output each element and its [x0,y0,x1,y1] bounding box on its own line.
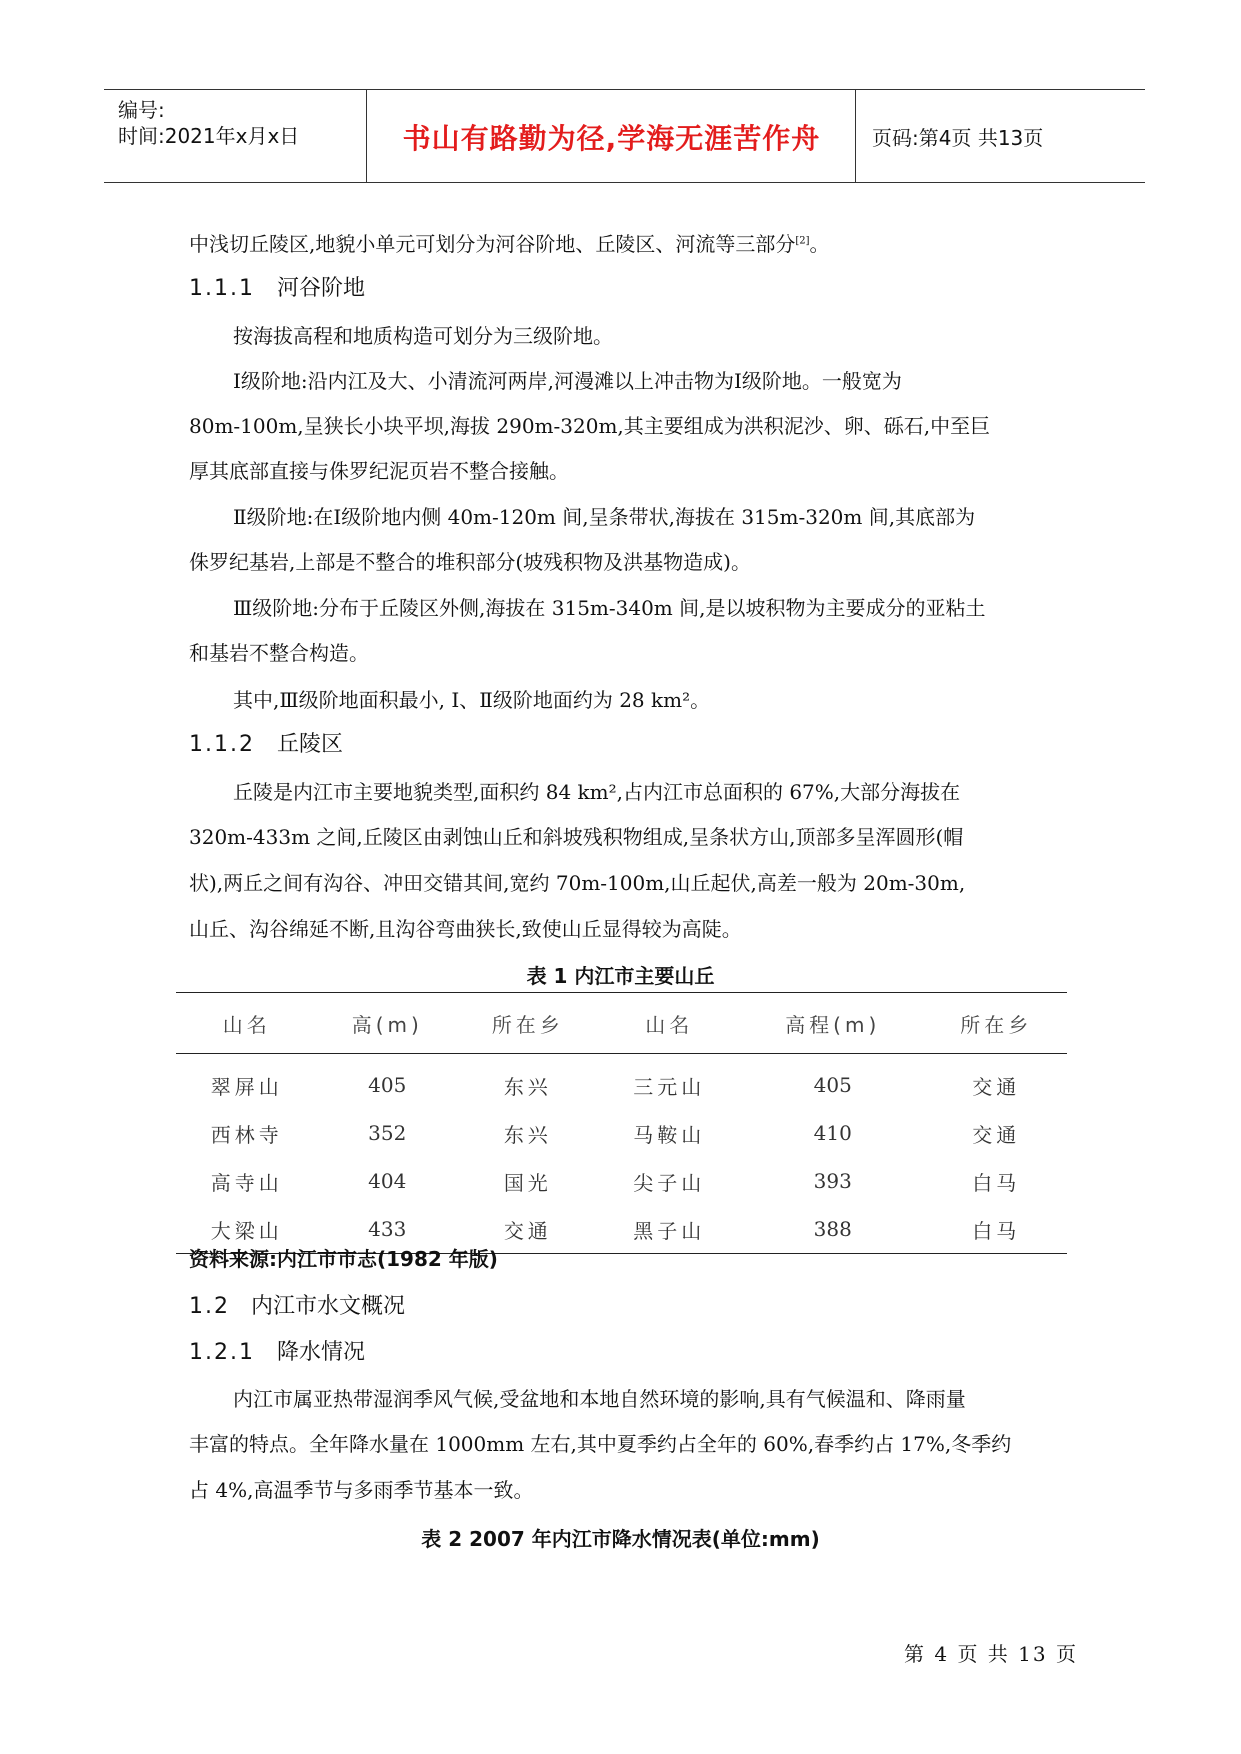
paragraph-line: 和基岩不整合构造。 [189,641,369,665]
table-cell: 410 [813,1121,852,1145]
table-cell: 尖子山 [633,1170,706,1195]
paragraph-line: Ⅲ级阶地:分布于丘陵区外侧,海拔在 315m-340m 间,是以坡积物为主要成分的亚粘土 [233,596,986,620]
paragraph-line: 中浅切丘陵区,地貌小单元可划分为河谷阶地、丘陵区、河流等三部分[2]。 [189,232,830,256]
table-cell: 高寺山 [210,1170,283,1195]
table-caption: 表 2 2007 年内江市降水情况表(单位:mm) [421,1527,820,1551]
table-cell: 405 [813,1073,852,1097]
table-cell: 翠屏山 [210,1074,283,1099]
table-cell: 大梁山 [176,1205,317,1254]
table-caption: 表 1 内江市主要山丘 [526,964,715,988]
paragraph-line: 丘陵是内江市主要地貌类型,面积约 84 km²,占内江市总面积的 67%,大部分海拔在 [233,780,961,804]
paragraph-line: Ⅱ级阶地:在Ⅰ级阶地内侧 40m-120m 间,呈条带状,海拔在 315m-320m 间,其底部为 [233,505,976,529]
table-cell: 交通 [457,1205,598,1254]
paragraph-line: 其中,Ⅲ级阶地面积最小, Ⅰ、Ⅱ级阶地面约为 28 km²。 [233,688,711,712]
table-cell: 405 [368,1073,407,1097]
page-footer: 第 4 页 共 13 页 [904,1642,1078,1666]
table-cell: 国光 [503,1170,552,1195]
table-cell: 马鞍山 [633,1122,706,1147]
paragraph-line: 丰富的特点。全年降水量在 1000mm 左右,其中夏季约占全年的 60%,春季约占 17%,冬季约 [189,1432,1012,1456]
header-page-cell [857,90,1145,182]
col-header: 高(m) [317,993,457,1054]
paragraph-line: 状),两丘之间有沟谷、冲田交错其间,宽约 70m-100m,山丘起伏,高差一般为 20m-30m, [189,871,966,895]
table-cell: 西林寺 [210,1122,283,1147]
page-header [104,89,1145,183]
table-cell: 352 [368,1121,407,1145]
header-page-number: 页码:第4页 共13页 [872,126,1044,150]
col-header: 山名 [599,993,740,1054]
table-header-row [176,993,1067,1054]
table-cell: 393 [813,1169,852,1193]
table-cell: 404 [368,1169,407,1193]
paragraph-line: 侏罗纪基岩,上部是不整合的堆积部分(坡残积物及洪基物造成)。 [189,550,751,574]
header-meta-cell [104,90,367,182]
table-cell: 交通 [972,1122,1021,1147]
table-cell: 白马 [972,1170,1021,1195]
table-row [176,1157,1067,1205]
mountains-table [176,992,1067,1254]
paragraph-line: 山丘、沟谷绵延不断,且沟谷弯曲狭长,致使山丘显得较为高陡。 [189,917,742,941]
table-row [176,1054,1067,1110]
paragraph-line: 占 4%,高温季节与多雨季节基本一致。 [189,1478,534,1502]
paragraph-line: Ⅰ级阶地:沿内江及大、小清流河两岸,河漫滩以上冲击物为Ⅰ级阶地。一般宽为 [233,369,902,393]
table-cell: 东兴 [503,1074,552,1099]
table-cell: 交通 [972,1074,1021,1099]
col-header: 所在乡 [926,993,1067,1054]
section-heading: 1.2.1 降水情况 [189,1340,366,1365]
header-motto-cell [368,90,856,182]
table-cell: 433 [317,1205,457,1254]
table-cell: 黑子山 [599,1205,740,1254]
col-header: 所在乡 [457,993,598,1054]
motto: 书山有路勤为径,学海无涯苦作舟 [402,122,821,155]
col-header: 高程(m) [740,993,926,1054]
document-number: 编号: [118,98,165,122]
section-heading: 1.1.1 河谷阶地 [189,276,366,301]
citation-ref: [2] [795,235,810,247]
table-source-note: 资料来源:内江市市志(1982 年版) [189,1247,498,1271]
paragraph-line: 内江市属亚热带湿润季风气候,受盆地和本地自然环境的影响,具有气候温和、降雨量 [233,1387,966,1411]
table-cell: 三元山 [633,1074,706,1099]
paragraph-line: 按海拔高程和地质构造可划分为三级阶地。 [233,324,613,348]
table-cell: 白马 [926,1205,1067,1254]
section-heading: 1.2 内江市水文概况 [189,1294,406,1319]
paragraph-line: 320m-433m 之间,丘陵区由剥蚀山丘和斜坡残积物组成,呈条状方山,顶部多呈浑圆形(帽 [189,825,964,849]
col-header: 山名 [176,993,317,1054]
table-cell: 388 [740,1205,926,1254]
paragraph-line: 厚其底部直接与侏罗纪泥页岩不整合接触。 [189,459,569,483]
section-heading: 1.1.2 丘陵区 [189,732,344,757]
table-cell: 东兴 [503,1122,552,1147]
table-row [176,1109,1067,1157]
document-time: 时间:2021年x月x日 [118,124,300,148]
paragraph-line: 80m-100m,呈狭长小块平坝,海拔 290m-320m,其主要组成为洪积泥沙、卵、砾石,中至巨 [189,414,991,438]
